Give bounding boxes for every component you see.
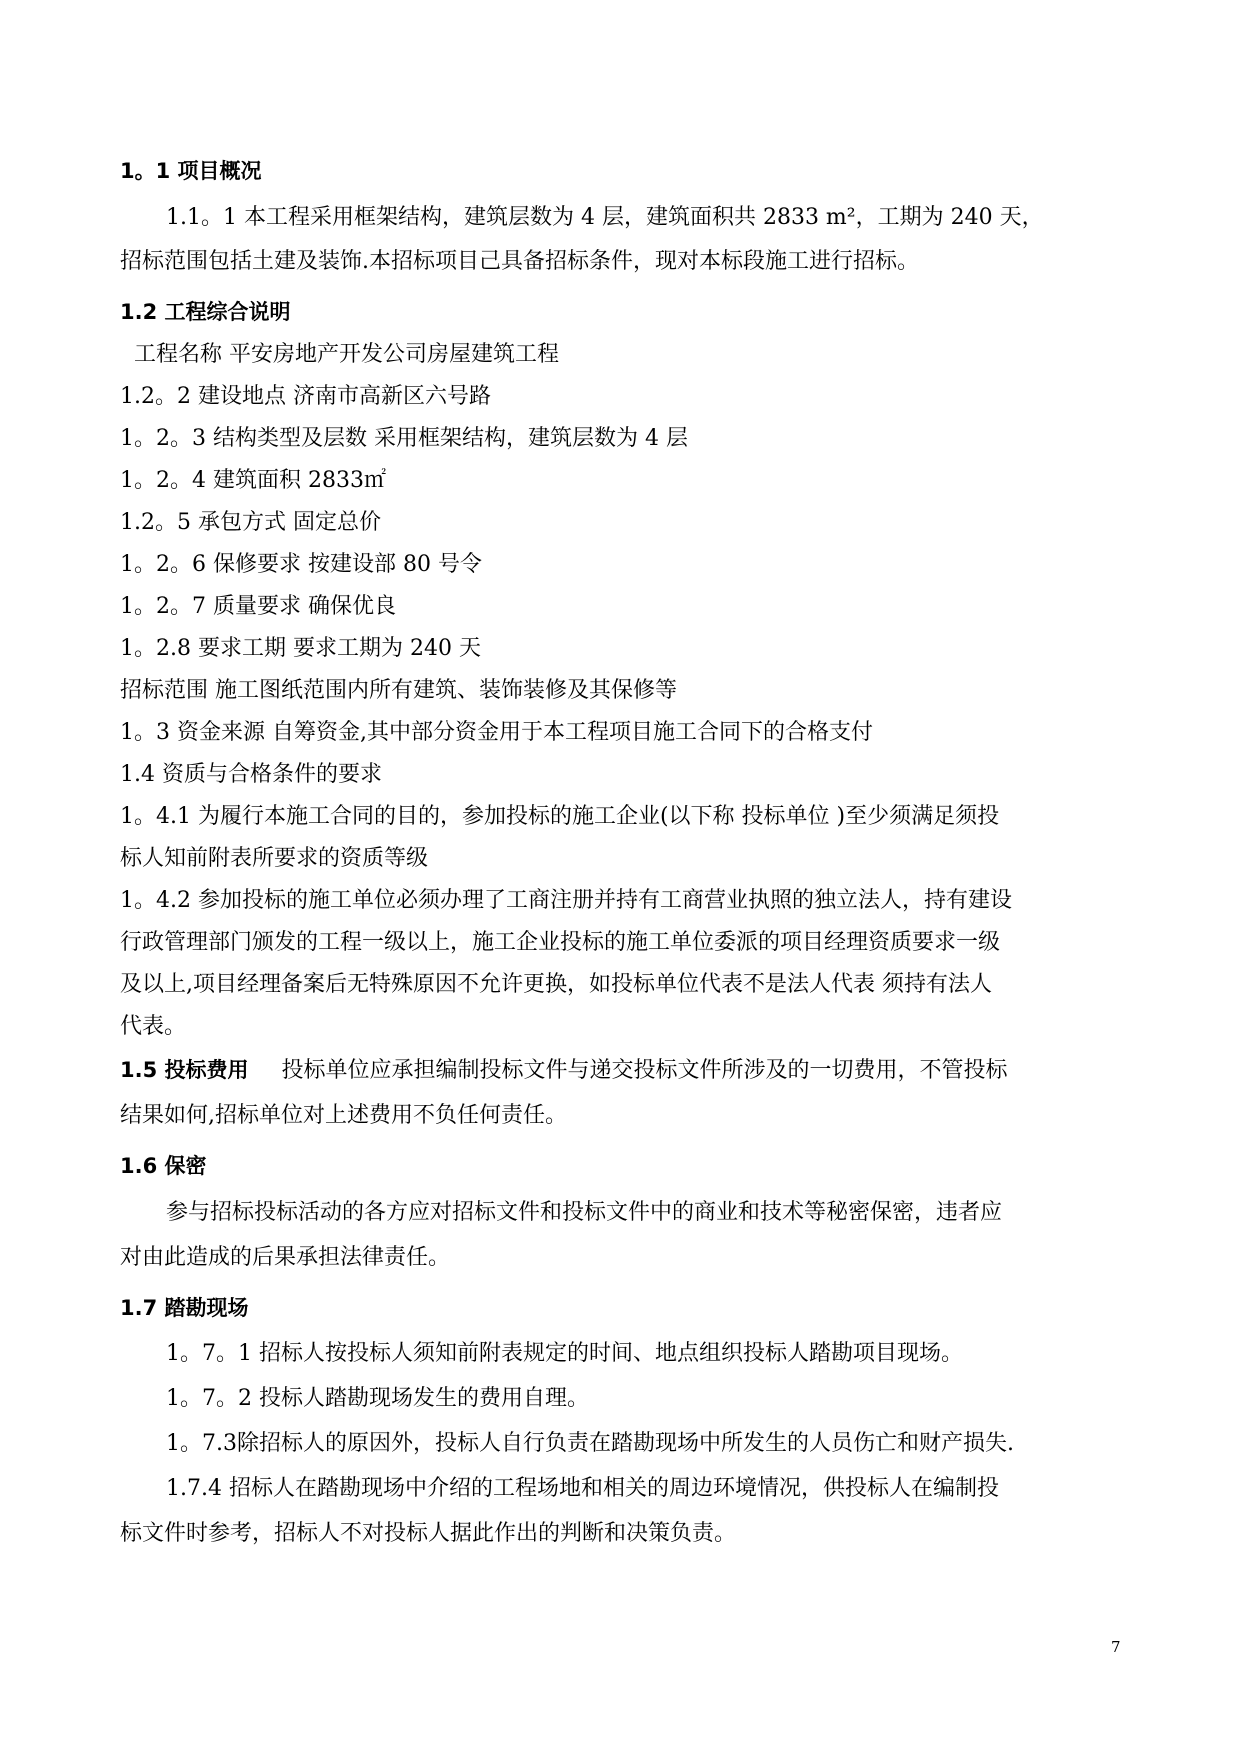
- item-contract-mode: 1.2。5 承包方式 固定总价: [120, 510, 381, 535]
- item-1-4-2-line2: 行政管理部门颁发的工程一级以上，施工企业投标的施工单位委派的项目经理资质要求一级: [120, 930, 1001, 955]
- heading-1-7: 1.7 踏勘现场: [120, 1296, 249, 1320]
- paragraph-1-7-2: 1。7。2 投标人踏勘现场发生的费用自理。: [166, 1386, 589, 1411]
- paragraph-1-1-1-line2: 招标范围包括土建及装饰.本招标项目己具备招标条件，现对本标段施工进行招标。: [120, 249, 919, 274]
- paragraph-1-1-1-line1: 1.1。1 本工程采用框架结构，建筑层数为 4 层，建筑面积共 2833 m²，工期为 240 天，: [166, 205, 1044, 230]
- item-qualification: 1.4 资质与合格条件的要求: [120, 762, 382, 787]
- item-1-4-2-line3: 及以上,项目经理备案后无特殊原因不允许更换，如投标单位代表不是法人代表 须持有法人: [120, 972, 992, 997]
- text-1-5-line1: 投标单位应承担编制投标文件与递交投标文件所涉及的一切费用，不管投标: [281, 1058, 1008, 1083]
- paragraph-1-7-4-line2: 标文件时参考，招标人不对投标人据此作出的判断和决策负责。: [120, 1521, 737, 1546]
- section-1-5-line1: [120, 1055, 1008, 1086]
- item-structure: 1。2。3 结构类型及层数 采用框架结构，建筑层数为 4 层: [120, 426, 688, 451]
- item-1-4-2-line1: 1。4.2 参加投标的施工单位必须办理了工商注册并持有工商营业执照的独立法人，持有建设: [120, 888, 1012, 913]
- paragraph-1-7-4-line1: 1.7.4 招标人在踏勘现场中介绍的工程场地和相关的周边环境情况，供投标人在编制投: [166, 1476, 999, 1501]
- text-1-5-line2: 结果如何,招标单位对上述费用不负任何责任。: [120, 1103, 567, 1128]
- item-area: 1。2。4 建筑面积 2833㎡: [120, 468, 386, 493]
- item-1-4-2-line4: 代表。: [120, 1014, 187, 1039]
- page-number: 7: [1111, 1638, 1121, 1656]
- item-warranty: 1。2。6 保修要求 按建设部 80 号令: [120, 552, 482, 577]
- item-funding: 1。3 资金来源 自筹资金,其中部分资金用于本工程项目施工合同下的合格支付: [120, 720, 873, 745]
- item-site: 1.2。2 建设地点 济南市高新区六号路: [120, 384, 491, 409]
- heading-1-6: 1.6 保密: [120, 1154, 207, 1178]
- item-quality: 1。2。7 质量要求 确保优良: [120, 594, 396, 619]
- item-project-name: 工程名称 平安房地产开发公司房屋建筑工程: [134, 342, 559, 367]
- paragraph-1-7-1: 1。7。1 招标人按投标人须知前附表规定的时间、地点组织投标人踏勘项目现场。: [166, 1341, 963, 1366]
- paragraph-1-6-line2: 对由此造成的后果承担法律责任。: [120, 1245, 451, 1270]
- item-scope: 招标范围 施工图纸范围内所有建筑、装饰装修及其保修等: [120, 678, 677, 703]
- item-duration: 1。2.8 要求工期 要求工期为 240 天: [120, 636, 481, 661]
- item-1-4-1-line2: 标人知前附表所要求的资质等级: [120, 846, 429, 871]
- item-1-4-1-line1: 1。4.1 为履行本施工合同的目的，参加投标的施工企业(以下称 投标单位 )至少须满足须投: [120, 804, 1000, 829]
- paragraph-1-7-3: 1。7.3除招标人的原因外，投标人自行负责在踏勘现场中所发生的人员伤亡和财产损失.: [166, 1431, 1014, 1456]
- paragraph-1-6-line1: 参与招标投标活动的各方应对招标文件和投标文件中的商业和技术等秘密保密，违者应: [166, 1200, 1003, 1225]
- heading-1-5: 1.5 投标费用: [120, 1058, 249, 1082]
- heading-1-1: 1。1 项目概况: [120, 159, 262, 183]
- heading-1-2: 1.2 工程综合说明: [120, 300, 291, 324]
